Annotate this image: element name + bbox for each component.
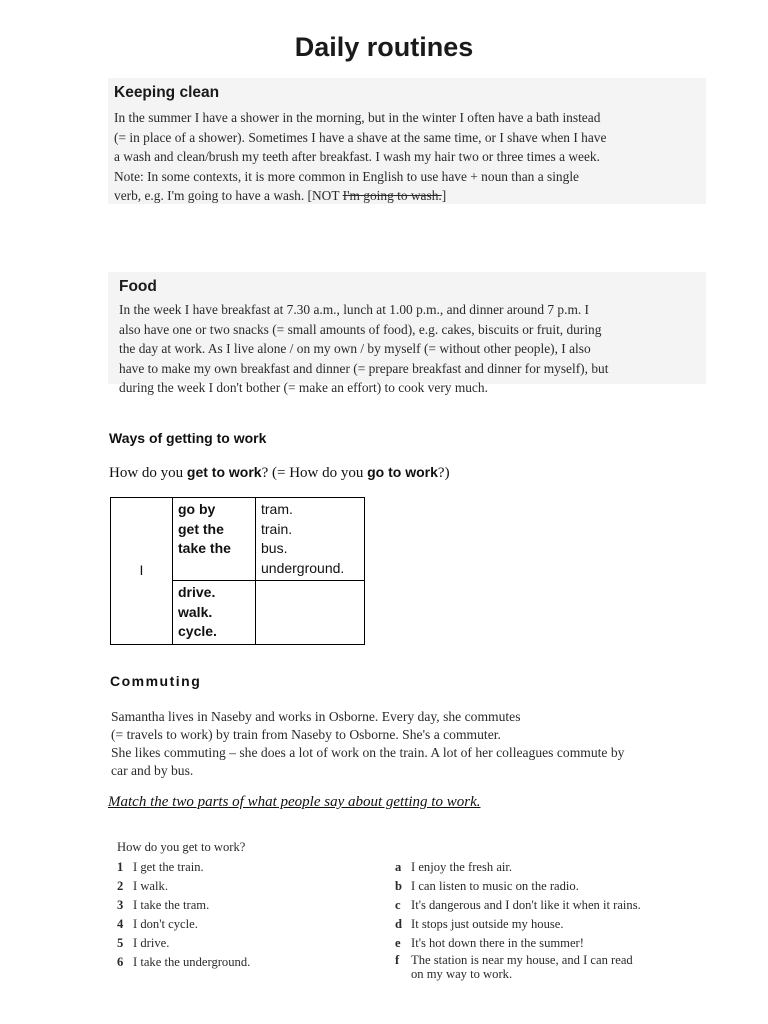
ways-heading: Ways of getting to work [109, 430, 267, 446]
verb-phrase: drive. [178, 584, 216, 600]
transport-mode: tram. [261, 501, 293, 517]
paragraph-line: In the summer I have a shower in the morning, but in the winter I often have a bath instead [114, 110, 601, 125]
paragraph-line: In the week I have breakfast at 7.30 a.m., lunch at 1.00 p.m., and dinner around 7 p.m. I [119, 302, 590, 317]
paragraph-line: Samantha lives in Naseby and works in Osborne. Every day, she commutes [111, 709, 521, 724]
question-text: ?) [437, 465, 450, 481]
item-number: 3 [117, 898, 124, 912]
question-bold: get to work [186, 464, 262, 480]
verbs-cell [173, 498, 256, 581]
ways-question [109, 464, 450, 482]
struck-example: I'm going to wash. [342, 188, 442, 203]
verbs-self-cell [173, 581, 256, 645]
transport-mode: train. [261, 520, 293, 537]
list-item [395, 953, 641, 967]
paragraph-line: She likes commuting – she does a lot of work on the train. A lot of her colleagues commute by [111, 745, 625, 760]
item-text: I drive. [133, 936, 170, 950]
item-letter: f [395, 953, 400, 967]
list-item [395, 915, 641, 934]
list-item [117, 877, 250, 896]
item-text: I take the tram. [133, 898, 210, 912]
note-line: Note: In some contexts, it is more common in English to use have + noun than a single [114, 168, 579, 184]
transport-mode: bus. [261, 540, 288, 556]
item-number: 1 [117, 860, 124, 874]
item-text: It stops just outside my house. [411, 917, 564, 931]
question-bold: go to work [367, 464, 438, 480]
verb-phrase: walk. [178, 603, 213, 620]
paragraph-line: the day at work. As I live alone / on my own / by myself (= without other people), I also [119, 341, 591, 356]
paragraph-line: during the week I don't bother (= make an effort) to cook very much. [119, 380, 488, 395]
question-text: How do you [109, 465, 187, 481]
item-text: I don't cycle. [133, 917, 198, 931]
commuting-heading: Commuting [110, 673, 202, 689]
commuting-text [111, 708, 624, 780]
keeping-clean-text [114, 108, 606, 206]
item-number: 5 [117, 936, 124, 950]
paragraph-line: have to make my own breakfast and dinner (= prepare breakfast and dinner for myself), but [119, 360, 609, 376]
item-text: on my way to work. [411, 967, 513, 981]
item-letter: c [395, 898, 401, 912]
question-text: ? (= How do you [261, 465, 368, 481]
item-letter: a [395, 860, 402, 874]
list-item [395, 934, 641, 953]
verb-phrase: take the [178, 540, 231, 556]
modes-cell [256, 498, 365, 581]
verb-phrase: cycle. [178, 623, 217, 639]
list-item [395, 877, 641, 896]
note-prefix: verb, e.g. I'm going to have a wash. [NOT [114, 188, 343, 203]
verb-phrase: get the [178, 520, 224, 537]
item-text: It's hot down there in the summer! [411, 936, 584, 950]
paragraph-line: (= in place of a shower). Sometimes I have a shave at the same time, or I shave when I have [114, 129, 607, 145]
keeping-clean-heading: Keeping clean [114, 84, 220, 101]
subject-text: I [139, 562, 144, 578]
ways-table [110, 497, 365, 645]
exercise-instruction: Match the two parts of what people say about getting to work. [108, 794, 481, 810]
item-text: I enjoy the fresh air. [411, 860, 513, 874]
subject-cell [111, 498, 173, 645]
item-text: It's dangerous and I don't like it when it rains. [411, 898, 641, 912]
item-text: I take the underground. [133, 955, 251, 969]
item-text: I get the train. [133, 860, 204, 874]
exercise-right-list [395, 858, 641, 981]
list-item [395, 896, 641, 915]
transport-mode: underground. [261, 559, 345, 576]
food-text [119, 300, 608, 398]
note-line [114, 186, 606, 206]
paragraph-line: (= travels to work) by train from Naseby to Osborne. She's a commuter. [111, 727, 501, 742]
item-letter: e [395, 936, 401, 950]
item-letter: b [395, 879, 403, 893]
note-suffix: ] [441, 188, 447, 203]
paragraph-line: car and by bus. [111, 763, 194, 778]
exercise-question: How do you get to work? [117, 840, 246, 854]
item-text: I can listen to music on the radio. [411, 879, 579, 893]
page-title: Daily routines [294, 32, 474, 62]
list-item [117, 896, 250, 915]
food-heading: Food [119, 278, 157, 295]
list-item [117, 858, 250, 877]
exercise-left-list [117, 858, 250, 972]
empty-cell [256, 581, 365, 645]
item-number: 6 [117, 955, 124, 969]
list-item-continuation [395, 967, 641, 981]
verb-phrase: go by [178, 501, 216, 517]
item-text: The station is near my house, and I can read [411, 953, 633, 967]
paragraph-line: also have one or two snacks (= small amounts of food), e.g. cakes, biscuits or fruit, during [119, 321, 602, 337]
item-text: I walk. [133, 879, 168, 893]
paragraph-line: a wash and clean/brush my teeth after breakfast. I wash my hair two or three times a week. [114, 149, 600, 164]
item-number: 2 [117, 879, 124, 893]
list-item [117, 953, 250, 972]
list-item [395, 858, 641, 877]
list-item [117, 934, 250, 953]
item-letter: d [395, 917, 403, 931]
item-number: 4 [117, 917, 124, 931]
list-item [117, 915, 250, 934]
